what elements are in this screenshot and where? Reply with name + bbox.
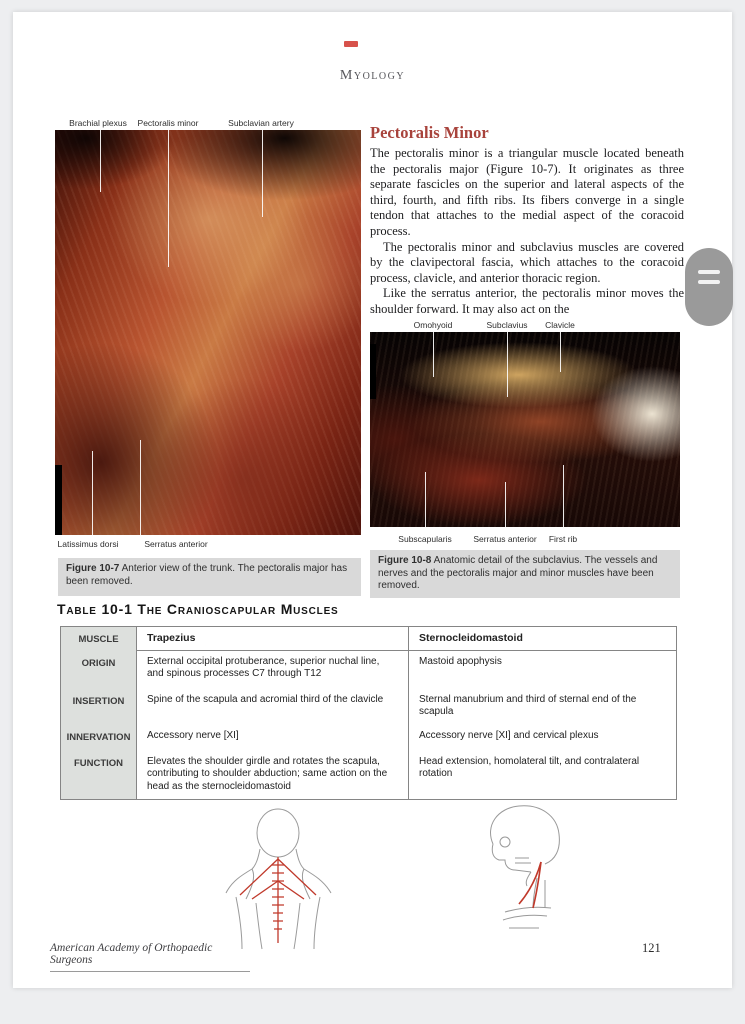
article-heading: Pectoralis Minor xyxy=(370,123,489,142)
table-title-text: The Cranioscapular Muscles xyxy=(137,601,339,617)
leader-line xyxy=(505,482,506,527)
table-cell-trapezius-function: Elevates the shoulder girdle and rotates the scapula, contributing to shoulder abduction; same action on the head as the sternocleidomastoid xyxy=(137,751,409,799)
table-cell-scm-insertion: Sternal manubrium and third of sternal end of the scapula xyxy=(419,694,637,718)
table-cell-trapezius: Trapezius xyxy=(137,627,409,651)
table-title-number: Table 10-1 xyxy=(57,601,133,617)
leader-line xyxy=(92,451,93,535)
table-row-header-insertion: INSERTION xyxy=(61,689,137,725)
figure8-caption-text: Anatomic detail of the subclavius. The vessels and nerves and the pectoralis major and minor muscles have been removed. xyxy=(378,555,658,592)
figure-10-8-photo xyxy=(370,332,680,527)
leader-line xyxy=(262,130,263,217)
photo-credit-strip xyxy=(370,344,376,399)
leader-line xyxy=(425,472,426,527)
red-mark xyxy=(344,41,358,47)
table-row-header-function: FUNCTION xyxy=(61,751,137,799)
figure8-label-subscapularis: Subscapularis xyxy=(398,534,452,544)
article-paragraph-1: The pectoralis minor is a triangular muscle located beneath the pectoralis major (Figure 10-7). It originates as three separate fascicles on the superior and lateral aspects of the third, fourth, and fifth ribs. Its fibers converge in a single tendon that attaches to the medial aspect of the coracoid process. xyxy=(370,146,684,238)
table-cell-trapezius-origin: External occipital protuberance, superior nuchal line, and spinous processes C7 through T12 xyxy=(137,651,409,689)
cranioscapular-muscles-table xyxy=(60,626,677,800)
leader-line xyxy=(560,332,561,372)
figure8-label-clavicle: Clavicle xyxy=(545,320,575,330)
table-cell-scm-origin: Mastoid apophysis xyxy=(419,656,502,667)
figure7-caption xyxy=(58,558,361,596)
table-cell-scm-innervation: Accessory nerve [XI] and cervical plexus xyxy=(419,730,599,741)
leader-line xyxy=(100,130,101,192)
figure8-label-serratus-anterior: Serratus anterior xyxy=(473,534,537,544)
figure8-caption-number: Figure 10-8 xyxy=(378,555,432,566)
figure7-caption-text: Anterior view of the trunk. The pectoralis major has been removed. xyxy=(66,563,348,587)
figure7-caption-number: Figure 10-7 xyxy=(66,563,120,574)
table-cell-scm-function: Head extension, homolateral tilt, and contralateral rotation xyxy=(419,756,640,780)
handle-grip-icon xyxy=(698,280,720,284)
figure8-label-first-rib: First rib xyxy=(548,534,578,544)
leader-line xyxy=(563,465,564,527)
figure7-label-subclavian-artery: Subclavian artery xyxy=(228,118,294,128)
figure8-label-omohyoid: Omohyoid xyxy=(413,320,453,330)
table-cell-sternocleidomastoid: Sternocleidomastoid xyxy=(409,627,676,651)
table-cell-trapezius-insertion: Spine of the scapula and acromial third of the clavicle xyxy=(137,689,409,725)
leader-line xyxy=(168,130,169,267)
sternocleidomastoid-diagram xyxy=(475,800,575,950)
figure7-label-pectoralis-minor: Pectoralis minor xyxy=(137,118,199,128)
running-head: Myology xyxy=(339,68,406,83)
figure8-label-subclavius: Subclavius xyxy=(486,320,528,330)
leader-line xyxy=(140,440,141,535)
table-row-header-innervation: INNERVATION xyxy=(61,725,137,751)
table-row-header-muscle: MUSCLE xyxy=(61,627,137,651)
article-paragraph-3: Like the serratus anterior, the pectoralis minor moves the shoulder forward. It may also act on the xyxy=(370,286,684,316)
table-row-header-origin: ORIGIN xyxy=(61,651,137,689)
leader-line xyxy=(433,332,434,377)
handle-grip-icon xyxy=(698,270,720,274)
table-cell-trapezius-innervation: Accessory nerve [XI] xyxy=(137,725,409,751)
photo-credit-strip xyxy=(55,465,62,535)
page-number: 121 xyxy=(642,941,661,955)
figure7-label-latissimus-dorsi: Latissimus dorsi xyxy=(57,539,119,549)
article-column xyxy=(370,123,684,318)
trapezius-diagram xyxy=(222,807,335,950)
drag-handle[interactable] xyxy=(685,248,733,326)
figure8-caption xyxy=(370,550,680,598)
figure7-label-serratus-anterior: Serratus anterior xyxy=(144,539,208,549)
article-paragraph-2: The pectoralis minor and subclavius muscles are covered by the clavipectoral fascia, which attaches to the coracoid process, clavicle, and anterior thoracic region. xyxy=(370,239,684,285)
table-title xyxy=(57,601,339,617)
leader-line xyxy=(507,332,508,397)
footer-imprint: American Academy of Orthopaedic Surgeons xyxy=(50,942,250,972)
book-page xyxy=(13,12,732,988)
figure-10-7-photo xyxy=(55,130,361,535)
figure7-label-brachial-plexus: Brachial plexus xyxy=(69,118,127,128)
